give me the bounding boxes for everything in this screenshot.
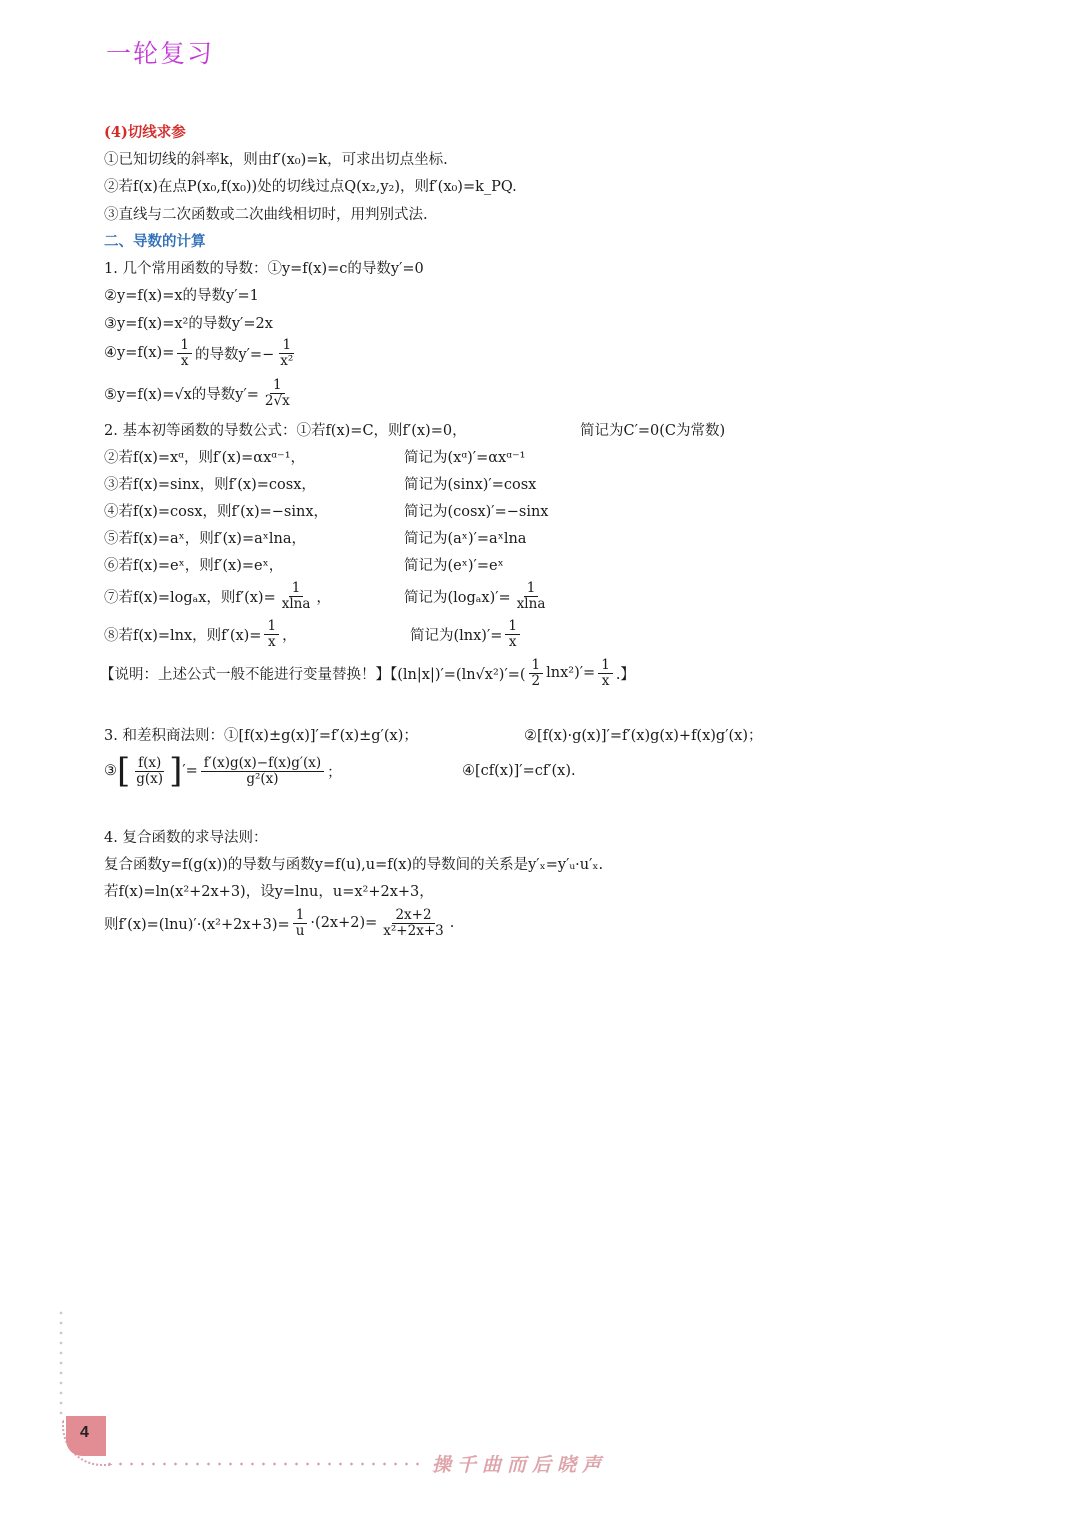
fraction-f-over-g	[133, 756, 166, 785]
formula-row-6: ⑥若f(x)=eˣ，则f′(x)=eˣ，	[104, 557, 284, 574]
formula-short-5: 简记为(aˣ)′=aˣlna	[404, 530, 527, 547]
denominator: x²+2x+3	[383, 922, 444, 939]
chain-rule-example: 若f(x)=ln(x²+2x+3)，设y=lnu，u=x²+2x+3，	[104, 883, 434, 900]
fraction-result	[380, 908, 446, 937]
vertical-dotted-border	[59, 1308, 63, 1420]
numerator: 1	[598, 658, 613, 673]
text: 简记为(logₐx)′=	[404, 589, 511, 606]
denominator: g²(x)	[246, 770, 279, 787]
text: ；	[327, 764, 342, 781]
fraction-one-over-2sqrtx	[262, 378, 293, 407]
numerator: f(x)	[135, 756, 164, 771]
formula-row-1: 2. 基本初等函数的导数公式：①若f(x)=C，则f′(x)=0，	[104, 422, 467, 439]
left-bracket: [	[117, 751, 131, 791]
numerator: 1	[505, 619, 520, 634]
formula-short-1: 简记为C′=0(C为常数)	[580, 422, 726, 439]
numerator: 1	[529, 658, 544, 673]
numerator: 1	[264, 619, 279, 634]
footer-motto: 操千曲而后晓声	[432, 1454, 608, 1476]
numerator: 1	[524, 581, 539, 596]
denominator: x	[267, 633, 276, 650]
denominator: xlna	[281, 595, 311, 612]
denominator: u	[295, 922, 305, 939]
text: 简记为(lnx)′=	[410, 627, 503, 644]
text: 的导数y′=−	[194, 346, 275, 363]
denominator: 2√x	[264, 392, 290, 409]
formula-short-3: 简记为(sinx)′=cosx	[404, 476, 537, 493]
numerator: 1	[289, 581, 304, 596]
text: ，	[316, 589, 331, 606]
formula-short-6: 简记为(eˣ)′=eˣ	[404, 557, 504, 574]
chain-rule-desc: 复合函数y=f(g(x))的导数与函数y=f(u),u=f(x)的导数间的关系是y′ₓ=y′ᵤ·u′ₓ.	[104, 856, 604, 873]
formula-row-3: ③若f(x)=sinx，则f′(x)=cosx，	[104, 476, 316, 493]
numerator: 1	[279, 338, 294, 353]
formula-short-8	[410, 618, 523, 650]
text: lnx²)′=	[546, 665, 596, 681]
page-header-title: 一轮复习	[106, 39, 215, 68]
formula-row-7	[104, 580, 331, 612]
text: .	[449, 915, 455, 931]
note-line	[100, 657, 635, 689]
text: ，	[282, 627, 297, 644]
common-derivative-5	[104, 377, 296, 409]
text: ③	[104, 763, 117, 779]
formula-row-5: ⑤若f(x)=aˣ，则f′(x)=aˣlna，	[104, 530, 307, 547]
formula-short-2: 简记为(xᵅ)′=αxᵅ⁻¹	[404, 449, 526, 466]
text: 则f′(x)=(lnu)′·(x²+2x+3)=	[104, 916, 290, 933]
page-number: 4	[80, 1424, 89, 1441]
denominator: x	[601, 672, 610, 689]
chain-rule-result	[104, 907, 455, 939]
text: 【说明：上述公式一般不能进行变量替换！】【(ln|x|)′=(ln√x²)′=(	[100, 666, 526, 683]
fraction-one-half	[529, 658, 544, 687]
fraction-one-over-xlna	[514, 581, 549, 610]
denominator: g(x)	[136, 770, 164, 787]
tangent-item-1: ①已知切线的斜率k，则由f′(x₀)=k，可求出切点坐标.	[104, 151, 448, 168]
horizontal-dotted-border	[104, 1462, 424, 1466]
rule-product: ②[f(x)·g(x)]′=f′(x)g(x)+f(x)g′(x)；	[524, 727, 763, 744]
numerator: 1	[293, 908, 308, 923]
fraction-one-over-x	[177, 338, 192, 367]
denominator: x²	[280, 352, 294, 369]
denominator: 2	[531, 672, 541, 689]
text: ⑦若f(x)=logₐx，则f′(x)=	[104, 589, 276, 606]
section-heading-tangent: (4)切线求参	[104, 123, 186, 141]
numerator: 1	[270, 378, 285, 393]
numerator: 2x+2	[392, 908, 434, 923]
text: ·(2x+2)=	[310, 915, 378, 931]
tangent-item-2: ②若f(x)在点P(x₀,f(x₀))处的切线过点Q(x₂,y₂)，则f′(x₀)=k_PQ.	[104, 178, 517, 195]
numerator: 1	[177, 338, 192, 353]
text: ⑧若f(x)=lnx，则f′(x)=	[104, 627, 262, 644]
formula-short-4: 简记为(cosx)′=−sinx	[404, 503, 549, 520]
common-derivative-1: 1. 几个常用函数的导数：①y=f(x)=c的导数y′=0	[104, 260, 424, 277]
fraction-one-over-x	[598, 658, 613, 687]
denominator: x	[180, 352, 189, 369]
text: .】	[615, 666, 635, 683]
text: ④y=f(x)=	[104, 345, 175, 361]
fraction-one-over-x2	[277, 338, 296, 367]
rule-constant: ④[cf(x)]′=cf′(x).	[462, 763, 576, 779]
rule-line-1: 3. 和差积商法则：①[f(x)±g(x)]′=f′(x)±g′(x)；	[104, 727, 418, 744]
rule-quotient	[104, 751, 342, 791]
text: ′=	[182, 763, 198, 779]
formula-row-8	[104, 618, 297, 650]
tangent-item-3: ③直线与二次函数或二次曲线相切时，用判别式法.	[104, 206, 428, 223]
right-bracket: ]	[169, 751, 183, 791]
denominator: xlna	[516, 595, 546, 612]
numerator: f′(x)g(x)−f(x)g′(x)	[201, 756, 324, 771]
formula-row-4: ④若f(x)=cosx，则f′(x)=−sinx，	[104, 503, 329, 520]
formula-short-7	[404, 580, 551, 612]
fraction-quotient-rule	[201, 756, 324, 785]
fraction-one-over-u	[293, 908, 308, 937]
formula-row-2: ②若f(x)=xᵅ，则f′(x)=αxᵅ⁻¹，	[104, 449, 306, 466]
fraction-one-over-x	[505, 619, 520, 648]
chain-rule-title: 4. 复合函数的求导法则：	[104, 829, 268, 846]
text: ⑤y=f(x)=√x的导数y′=	[104, 386, 259, 403]
common-derivative-4	[104, 337, 299, 369]
common-derivative-3: ③y=f(x)=x²的导数y′=2x	[104, 315, 273, 332]
fraction-one-over-x	[264, 619, 279, 648]
denominator: x	[508, 633, 517, 650]
fraction-one-over-xlna	[279, 581, 314, 610]
common-derivative-2: ②y=f(x)=x的导数y′=1	[104, 287, 259, 304]
section-heading-derivative-calc: 二、导数的计算	[104, 232, 206, 250]
